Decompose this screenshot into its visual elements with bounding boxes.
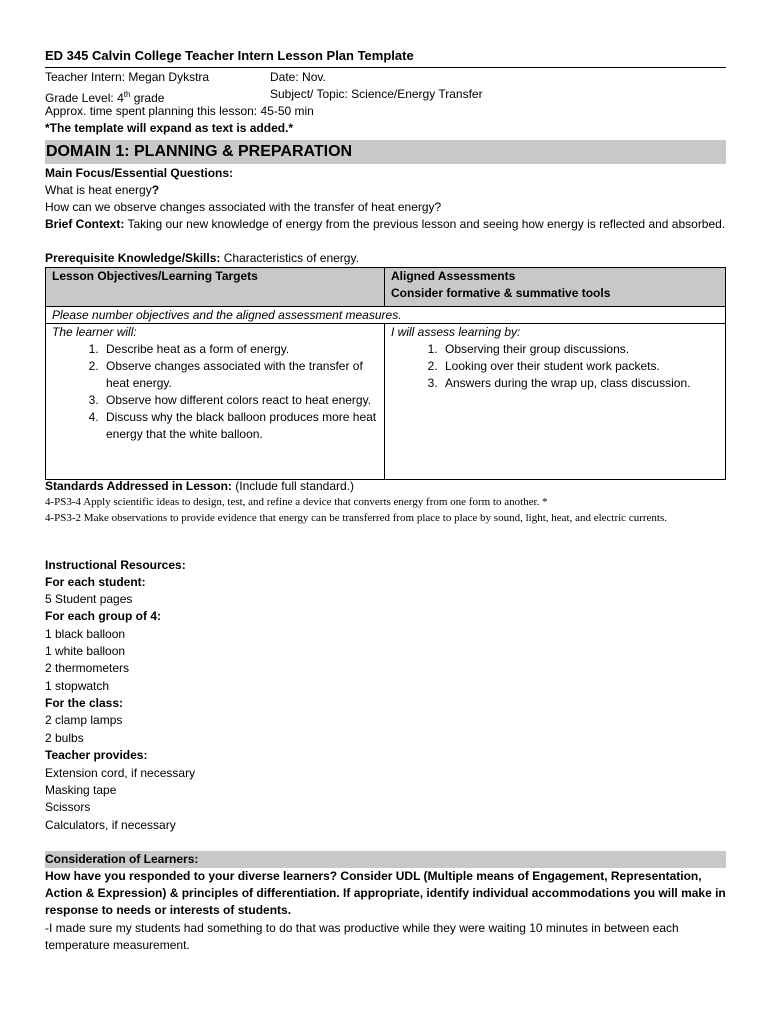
resource-item: 1 white balloon bbox=[45, 644, 126, 658]
objective-item: 2. Observe changes associated with the transfer of heat energy. bbox=[102, 358, 378, 392]
question-1 bbox=[45, 182, 159, 199]
domain-heading: DOMAIN 1: PLANNING & PREPARATION bbox=[45, 140, 726, 164]
focus-label: Main Focus/Essential Questions: bbox=[45, 166, 234, 180]
each-group-label: For each group of 4: bbox=[45, 609, 162, 623]
subject-label: Subject/ Topic: bbox=[270, 87, 348, 101]
standard-2: 4-PS3-2 Make observations to provide evidence that energy can be transferred from place to place by sound, light, heat, and electric currents. bbox=[45, 512, 667, 524]
grade-label: Grade Level: bbox=[45, 91, 114, 105]
assessments-header bbox=[385, 268, 725, 306]
brief-context bbox=[45, 216, 726, 233]
assessment-item: 2. Looking over their student work packets. bbox=[441, 358, 719, 375]
question-2: How can we observe changes associated with the transfer of heat energy? bbox=[45, 200, 442, 214]
standard-1: 4-PS3-4 Apply scientific ideas to design, test, and refine a device that converts energy from one form to another. * bbox=[45, 496, 548, 508]
table-note: Please number objectives and the aligned assessment measures. bbox=[46, 307, 725, 324]
teacher-value: Megan Dykstra bbox=[128, 70, 210, 84]
objective-item: 3. Observe how different colors react to heat energy. bbox=[102, 392, 378, 409]
prereq-row bbox=[45, 250, 359, 267]
assess-intro: I will assess learning by: bbox=[391, 325, 521, 339]
prereq-text: Characteristics of energy. bbox=[223, 251, 359, 265]
learner-intro: The learner will: bbox=[52, 325, 137, 339]
for-class-label: For the class: bbox=[45, 696, 124, 710]
title-rule bbox=[45, 67, 726, 68]
objectives-cell bbox=[46, 324, 385, 479]
objective-item: 4. Discuss why the black balloon produces more heat energy that the white balloon. bbox=[102, 409, 378, 443]
template-note: *The template will expand as text is added.* bbox=[45, 121, 294, 135]
objectives-list bbox=[52, 341, 378, 443]
grade-sup: th bbox=[123, 90, 131, 99]
objectives-table bbox=[45, 267, 726, 480]
document-title: ED 345 Calvin College Teacher Intern Lesson Plan Template bbox=[45, 48, 414, 63]
assessment-item: 3. Answers during the wrap up, class discussion. bbox=[441, 375, 719, 392]
subject-value: Science/Energy Transfer bbox=[351, 87, 483, 101]
resource-item: Masking tape bbox=[45, 783, 117, 797]
grade-value: 4 bbox=[117, 91, 124, 105]
resource-item: Calculators, if necessary bbox=[45, 818, 176, 832]
objective-item: 1. Describe heat as a form of energy. bbox=[102, 341, 378, 358]
time-value: 45-50 min bbox=[260, 104, 314, 118]
resource-item: 2 bulbs bbox=[45, 731, 84, 745]
resources-heading: Instructional Resources: bbox=[45, 558, 186, 572]
objectives-header: Lesson Objectives/Learning Targets bbox=[46, 268, 385, 306]
date-label: Date: bbox=[270, 70, 299, 84]
table-header-row bbox=[46, 268, 725, 307]
resource-item: 5 Student pages bbox=[45, 592, 133, 606]
table-body-row bbox=[46, 324, 725, 479]
time-label: Approx. time spent planning this lesson: bbox=[45, 104, 258, 118]
standards-heading bbox=[45, 478, 354, 495]
resource-item: 2 clamp lamps bbox=[45, 713, 123, 727]
resource-item: Scissors bbox=[45, 800, 91, 814]
learners-question: How have you responded to your diverse learners? Consider UDL (Multiple means of Engagement, Representation, Action & Expression) & principles of differentiation. If appropriate, identify individual accommodations you will make in response to needs or interests of students. bbox=[45, 869, 726, 917]
resource-item: 1 black balloon bbox=[45, 627, 126, 641]
learners-heading: Consideration of Learners: bbox=[45, 852, 199, 866]
assessments-header-title: Aligned Assessments bbox=[391, 269, 516, 283]
question-1-mark: ? bbox=[151, 183, 160, 197]
each-student-label: For each student: bbox=[45, 575, 146, 589]
time-row bbox=[45, 103, 314, 120]
grade-suffix: grade bbox=[133, 91, 165, 105]
teacher-provides-label: Teacher provides: bbox=[45, 748, 148, 762]
resource-item: 1 stopwatch bbox=[45, 679, 110, 693]
assessments-list bbox=[391, 341, 719, 392]
question-1-text: What is heat energy bbox=[45, 183, 152, 197]
assessment-item: 1. Observing their group discussions. bbox=[441, 341, 719, 358]
learners-answer: -I made sure my students had something to do that was productive while they were waiting 10 minutes in between each temperature measurement. bbox=[45, 921, 679, 952]
context-text: Taking our new knowledge of energy from the previous lesson and seeing how energy is reflected and absorbed. bbox=[127, 217, 726, 231]
standards-label: Standards Addressed in Lesson: bbox=[45, 479, 232, 493]
context-label: Brief Context: bbox=[45, 217, 125, 231]
subject-field bbox=[270, 86, 483, 103]
teacher-label: Teacher Intern: bbox=[45, 70, 126, 84]
prereq-label: Prerequisite Knowledge/Skills: bbox=[45, 251, 221, 265]
teacher-row bbox=[45, 69, 326, 86]
assessments-header-sub: Consider formative & summative tools bbox=[391, 286, 611, 300]
resource-item: Extension cord, if necessary bbox=[45, 766, 196, 780]
assessments-cell bbox=[385, 324, 725, 479]
resource-item: 2 thermometers bbox=[45, 661, 130, 675]
standards-note: (Include full standard.) bbox=[235, 479, 355, 493]
date-field bbox=[270, 69, 326, 86]
date-value: Nov. bbox=[302, 70, 326, 84]
